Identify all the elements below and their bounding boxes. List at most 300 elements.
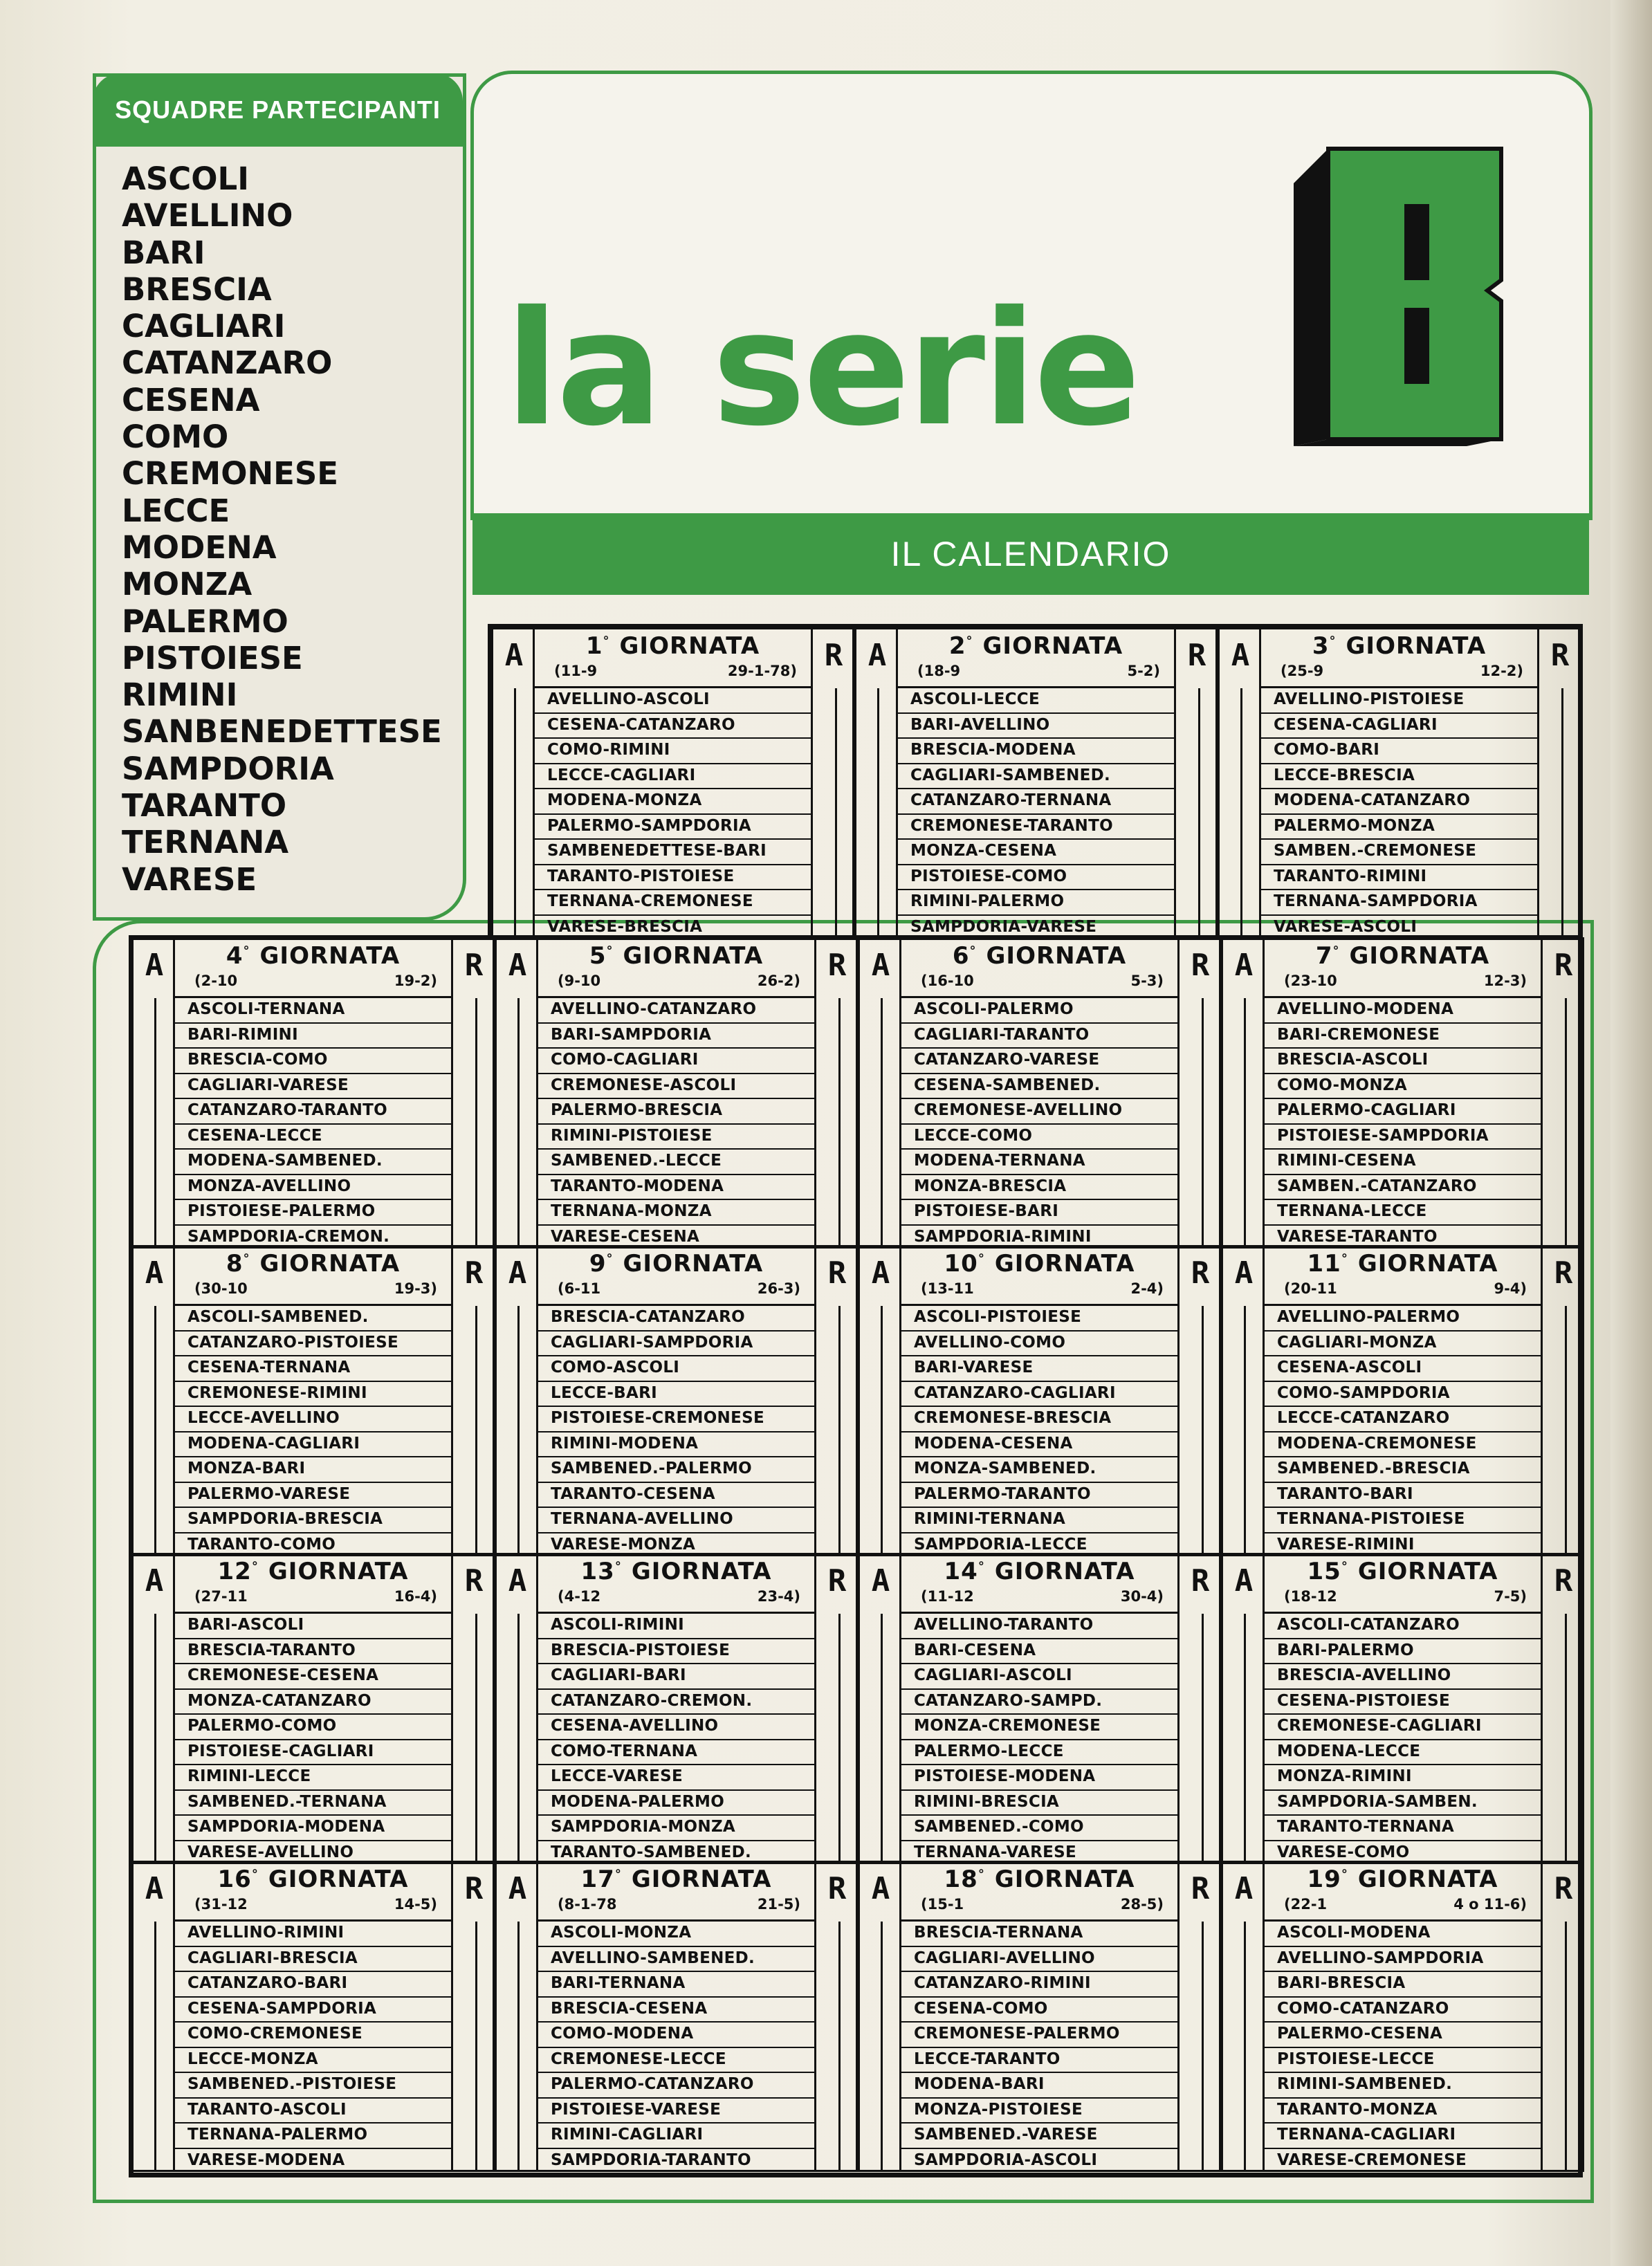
match-text: CAGLIARI-BRESCIA	[187, 1949, 358, 1967]
match-text: COMO-MONZA	[1277, 1076, 1408, 1094]
ordinal-mark: °	[1341, 1251, 1348, 1266]
andata-label: A	[871, 948, 890, 983]
match-row	[901, 1049, 1177, 1074]
result-divider	[881, 1306, 883, 1554]
round-header	[175, 1247, 451, 1306]
match-row	[901, 2149, 1177, 2175]
round-title	[1265, 1866, 1541, 1893]
match-row	[1261, 714, 1537, 739]
match-text: TERNANA-VARESE	[914, 1843, 1077, 1861]
match-row	[901, 2048, 1177, 2074]
team-item: CAGLIARI	[122, 308, 286, 345]
match-row	[901, 1200, 1177, 1226]
ritorno-label: R	[1554, 1255, 1573, 1291]
match-text: CAGLIARI-BARI	[551, 1666, 686, 1684]
match-row	[1265, 1664, 1541, 1690]
match-row	[538, 1639, 814, 1665]
match-row	[538, 1508, 814, 1533]
match-row	[535, 688, 811, 714]
match-row	[175, 1483, 451, 1509]
andata-date: (11-12	[921, 1588, 974, 1605]
ordinal-mark: °	[243, 1251, 250, 1266]
match-text: RIMINI-PISTOIESE	[551, 1126, 713, 1145]
match-text: CAGLIARI-MONZA	[1277, 1333, 1437, 1352]
match-row	[175, 1791, 451, 1816]
round-number: 3	[1312, 632, 1330, 660]
ritorno-column	[1174, 629, 1215, 937]
match-text: AVELLINO-SAMBENED.	[551, 1949, 755, 1967]
match-text: ASCOLI-LECCE	[910, 690, 1040, 708]
ritorno-label: R	[827, 1563, 847, 1599]
match-text: AVELLINO-MODENA	[1277, 1000, 1454, 1018]
match-row	[175, 2023, 451, 2048]
round-title	[1265, 1558, 1541, 1585]
ritorno-date: 19-3)	[394, 1280, 437, 1297]
match-text: RIMINI-MODENA	[551, 1434, 699, 1453]
match-text: BARI-BRESCIA	[1277, 1974, 1406, 1992]
round-dates	[194, 973, 437, 989]
match-row	[1265, 2073, 1541, 2099]
match-row	[538, 1049, 814, 1074]
match-row	[1265, 1972, 1541, 1998]
andata-label: A	[504, 638, 524, 673]
round-number: 7	[1315, 942, 1333, 970]
match-row	[175, 1125, 451, 1150]
match-row	[175, 2073, 451, 2099]
match-row	[901, 1483, 1177, 1509]
match-row	[898, 714, 1174, 739]
match-text: BRESCIA-MODENA	[910, 741, 1076, 759]
match-row	[535, 890, 811, 916]
round-dates	[917, 663, 1160, 679]
team-item: VARESE	[122, 860, 257, 898]
ritorno-column	[451, 1247, 493, 1554]
round-header	[901, 1247, 1177, 1306]
match-row	[901, 1664, 1177, 1690]
match-text: CATANZARO-BARI	[187, 1974, 348, 1992]
ritorno-label: R	[824, 638, 843, 673]
page-title: la serie	[505, 277, 1138, 461]
match-row	[175, 2149, 451, 2175]
round-18-table	[858, 1861, 1221, 2172]
match-row	[901, 1765, 1177, 1791]
andata-label: A	[871, 1255, 890, 1291]
ordinal-mark: °	[1341, 1559, 1348, 1574]
round-label: GIORNATA	[1357, 1558, 1498, 1585]
ritorno-date: 28-5)	[1120, 1896, 1164, 1913]
match-row	[535, 764, 811, 790]
match-text: SAMBENEDETTESE-BARI	[547, 842, 767, 860]
ritorno-label: R	[464, 1255, 484, 1291]
ritorno-date: 9-4)	[1494, 1280, 1527, 1297]
match-row	[1265, 1175, 1541, 1201]
match-row	[901, 1175, 1177, 1201]
match-text: AVELLINO-PISTOIESE	[1274, 690, 1465, 708]
round-header	[175, 1863, 451, 1922]
ritorno-date: 5-3)	[1130, 973, 1164, 989]
result-divider	[1244, 1306, 1246, 1554]
round-17-table	[495, 1861, 858, 2172]
andata-date: (18-12	[1284, 1588, 1337, 1605]
match-text: SAMPDORIA-TARANTO	[551, 2150, 751, 2169]
team-item: CESENA	[122, 381, 260, 418]
round-title	[1265, 942, 1541, 970]
round-6-table	[858, 937, 1221, 1249]
team-item: SANBENEDETTESE	[122, 713, 442, 750]
ritorno-date: 26-2)	[757, 973, 800, 989]
match-row	[175, 1740, 451, 1766]
match-row	[535, 840, 811, 865]
match-list	[898, 688, 1174, 937]
match-text: CREMONESE-TARANTO	[910, 816, 1113, 835]
round-label: GIORNATA	[1357, 1866, 1498, 1893]
match-text: BARI-CREMONESE	[1277, 1025, 1440, 1044]
result-divider	[835, 688, 837, 937]
match-text: CESENA-LECCE	[187, 1126, 322, 1145]
match-row	[898, 815, 1174, 840]
match-text: CATANZARO-TARANTO	[187, 1101, 387, 1119]
match-row	[538, 1947, 814, 1973]
andata-label: A	[508, 948, 527, 983]
andata-date: (15-1	[921, 1896, 964, 1913]
match-text: PALERMO-SAMPDORIA	[547, 816, 751, 835]
round-header	[535, 629, 811, 688]
match-text: PISTOIESE-SAMPDORIA	[1277, 1126, 1489, 1145]
match-text: RIMINI-CESENA	[1277, 1152, 1416, 1170]
ritorno-column	[1541, 1247, 1582, 1554]
match-text: BRESCIA-TERNANA	[914, 1924, 1083, 1942]
team-item: SAMPDORIA	[122, 750, 334, 787]
match-text: TERNANA-MONZA	[551, 1202, 712, 1220]
team-item: ASCOLI	[122, 160, 249, 197]
match-text: SAMPDORIA-LECCE	[914, 1535, 1087, 1554]
round-label: GIORNATA	[619, 632, 760, 660]
match-text: TERNANA-SAMPDORIA	[1274, 892, 1478, 910]
match-row	[1265, 1715, 1541, 1740]
match-row	[175, 1049, 451, 1074]
ritorno-column	[814, 1555, 856, 1862]
ordinal-mark: °	[614, 1559, 622, 1574]
match-row	[175, 1816, 451, 1841]
match-text: PISTOIESE-VARESE	[551, 2100, 722, 2119]
round-title	[535, 632, 811, 660]
andata-label: A	[1234, 948, 1254, 983]
match-row	[538, 1175, 814, 1201]
ritorno-column	[451, 939, 493, 1246]
match-row	[175, 1765, 451, 1791]
match-text: CREMONESE-ASCOLI	[551, 1076, 737, 1094]
round-4-table	[131, 937, 495, 1249]
round-title	[1261, 632, 1537, 660]
match-text: COMO-SAMPDORIA	[1277, 1383, 1450, 1402]
match-text: PALERMO-CAGLIARI	[1277, 1101, 1456, 1119]
result-divider	[475, 998, 477, 1246]
match-text: CESENA-ASCOLI	[1277, 1358, 1422, 1376]
match-row	[898, 890, 1174, 916]
round-header	[901, 939, 1177, 998]
round-number: 12	[217, 1558, 252, 1585]
result-divider	[1565, 1922, 1567, 2170]
match-row	[535, 739, 811, 764]
andata-label: A	[1234, 1255, 1254, 1291]
match-text: SAMBENED.-COMO	[914, 1818, 1084, 1836]
match-row	[538, 1306, 814, 1332]
round-11-table	[1221, 1245, 1584, 1556]
match-row	[901, 1099, 1177, 1125]
match-text: BARI-AVELLINO	[910, 715, 1050, 734]
match-row	[898, 789, 1174, 815]
match-text: TARANTO-ASCOLI	[187, 2100, 347, 2119]
round-8-table	[131, 1245, 495, 1556]
match-text: MODENA-LECCE	[1277, 1742, 1421, 1760]
match-row	[901, 998, 1177, 1024]
match-text: SAMBENED.-VARESE	[914, 2126, 1098, 2144]
ordinal-mark: °	[966, 634, 973, 649]
match-text: VARESE-CESENA	[551, 1227, 700, 1246]
match-row	[1265, 2099, 1541, 2124]
match-row	[901, 1306, 1177, 1332]
round-dates	[558, 1896, 800, 1913]
match-row	[538, 1715, 814, 1740]
match-text: CESENA-CATANZARO	[547, 715, 735, 734]
match-row	[538, 1200, 814, 1226]
match-text: MONZA-PISTOIESE	[914, 2100, 1083, 2119]
match-text: BRESCIA-PISTOIESE	[551, 1641, 731, 1659]
match-row	[175, 1433, 451, 1458]
round-3-table	[1218, 627, 1581, 939]
andata-date: (25-9	[1281, 663, 1324, 679]
team-item: BARI	[122, 234, 205, 271]
match-list	[1265, 1306, 1541, 1554]
ordinal-mark: °	[978, 1559, 985, 1574]
andata-date: (20-11	[1284, 1280, 1337, 1297]
match-row	[1265, 1690, 1541, 1715]
match-row	[175, 1715, 451, 1740]
team-item: MODENA	[122, 528, 277, 566]
round-header	[1265, 939, 1541, 998]
ritorno-date: 26-3)	[757, 1280, 800, 1297]
round-1-table	[491, 627, 854, 939]
match-row	[538, 2124, 814, 2149]
match-row	[1261, 865, 1537, 891]
match-row	[901, 1690, 1177, 1715]
match-row	[1265, 1614, 1541, 1639]
result-divider	[881, 1614, 883, 1862]
match-row	[535, 714, 811, 739]
match-text: CATANZARO-VARESE	[914, 1051, 1100, 1069]
match-text: TARANTO-CESENA	[551, 1484, 715, 1503]
ritorno-label: R	[1550, 638, 1570, 673]
round-header	[898, 629, 1174, 688]
match-row	[538, 1457, 814, 1483]
match-text: BRESCIA-AVELLINO	[1277, 1666, 1451, 1684]
match-text: MODENA-CREMONESE	[1277, 1434, 1477, 1453]
round-number: 4	[226, 942, 244, 970]
match-text: MODENA-CAGLIARI	[187, 1434, 360, 1453]
match-text: LECCE-MONZA	[187, 2049, 318, 2068]
ritorno-date: 21-5)	[757, 1896, 800, 1913]
ritorno-label: R	[464, 948, 484, 983]
match-text: CATANZARO-CREMON.	[551, 1691, 753, 1710]
match-row	[538, 1740, 814, 1766]
match-text: CESENA-AVELLINO	[551, 1717, 719, 1735]
match-text: CAGLIARI-AVELLINO	[914, 1949, 1095, 1967]
match-text: PISTOIESE-BARI	[914, 1202, 1059, 1220]
round-number: 5	[589, 942, 607, 970]
match-row	[1265, 2023, 1541, 2048]
round-15-table	[1221, 1553, 1584, 1864]
match-row	[901, 1998, 1177, 2023]
match-row	[535, 815, 811, 840]
match-row	[175, 1639, 451, 1665]
round-number: 19	[1307, 1866, 1341, 1893]
round-number: 14	[944, 1558, 978, 1585]
teams-list	[122, 160, 442, 898]
match-row	[175, 1690, 451, 1715]
match-text: RIMINI-LECCE	[187, 1767, 311, 1785]
match-row	[1265, 1740, 1541, 1766]
team-item: AVELLINO	[122, 197, 293, 234]
match-text: TARANTO-MODENA	[551, 1177, 724, 1195]
match-text: CESENA-CAGLIARI	[1274, 715, 1438, 734]
result-divider	[881, 998, 883, 1246]
round-header	[1265, 1555, 1541, 1614]
andata-date: (13-11	[921, 1280, 974, 1297]
match-row	[175, 1150, 451, 1175]
match-row	[1265, 2149, 1541, 2175]
ritorno-label: R	[1191, 948, 1210, 983]
ordinal-mark: °	[978, 1867, 985, 1882]
match-row	[535, 789, 811, 815]
team-item: BRESCIA	[122, 270, 272, 308]
match-text: CREMONESE-RIMINI	[187, 1383, 367, 1402]
match-text: SAMBENED.-TERNANA	[187, 1792, 387, 1811]
round-dates	[194, 1896, 437, 1913]
round-title	[1265, 1250, 1541, 1278]
match-row	[901, 1125, 1177, 1150]
ordinal-mark: °	[606, 943, 614, 959]
andata-date: (22-1	[1284, 1896, 1328, 1913]
andata-label: A	[508, 1871, 527, 1906]
match-row	[538, 1483, 814, 1509]
team-item: TARANTO	[122, 787, 287, 825]
round-dates	[1284, 1280, 1527, 1297]
match-text: LECCE-CAGLIARI	[547, 766, 696, 784]
match-row	[1265, 1816, 1541, 1841]
match-row	[538, 998, 814, 1024]
round-title	[538, 1558, 814, 1585]
round-header	[1261, 629, 1537, 688]
round-dates	[558, 1588, 800, 1605]
match-text: LECCE-VARESE	[551, 1767, 683, 1785]
match-row	[1265, 1508, 1541, 1533]
match-text: COMO-ASCOLI	[551, 1358, 680, 1376]
match-row	[1261, 840, 1537, 865]
match-row	[898, 688, 1174, 714]
match-text: AVELLINO-COMO	[914, 1333, 1066, 1352]
match-row	[901, 1457, 1177, 1483]
match-list	[1261, 688, 1537, 937]
match-row	[175, 1457, 451, 1483]
match-text: BARI-ASCOLI	[187, 1616, 304, 1634]
result-divider	[1202, 998, 1204, 1246]
match-row	[538, 2099, 814, 2124]
match-text: RIMINI-TERNANA	[914, 1510, 1066, 1528]
round-title	[901, 1250, 1177, 1278]
ritorno-label: R	[1191, 1255, 1210, 1291]
result-divider	[514, 688, 516, 937]
round-10-table	[858, 1245, 1221, 1556]
match-row	[1265, 2124, 1541, 2149]
match-row	[901, 1074, 1177, 1100]
match-text: PALERMO-LECCE	[914, 1742, 1064, 1760]
match-text: SAMPDORIA-MONZA	[551, 1818, 736, 1836]
match-text: PALERMO-VARESE	[187, 1484, 351, 1503]
ordinal-mark: °	[969, 943, 977, 959]
match-row	[1265, 1407, 1541, 1433]
match-text: ASCOLI-CATANZARO	[1277, 1616, 1460, 1634]
calendar-bar: IL CALENDARIO	[472, 513, 1589, 595]
round-title	[901, 942, 1177, 970]
result-divider	[475, 1922, 477, 2170]
match-text: PALERMO-BRESCIA	[551, 1101, 723, 1119]
match-row	[175, 1614, 451, 1639]
match-row	[175, 1356, 451, 1382]
match-text: MONZA-RIMINI	[1277, 1767, 1412, 1785]
round-number: 10	[944, 1250, 978, 1278]
match-text: MONZA-CATANZARO	[187, 1691, 371, 1710]
match-row	[175, 1175, 451, 1201]
match-text: SAMPDORIA-SAMBEN.	[1277, 1792, 1478, 1811]
match-text: CATANZARO-PISTOIESE	[187, 1333, 399, 1352]
andata-date: (16-10	[921, 973, 974, 989]
round-header	[538, 939, 814, 998]
match-text: AVELLINO-TARANTO	[914, 1616, 1094, 1634]
round-dates	[558, 973, 800, 989]
match-row	[1265, 1150, 1541, 1175]
match-list	[901, 1614, 1177, 1862]
match-row	[538, 1690, 814, 1715]
match-text: CESENA-COMO	[914, 1999, 1048, 2018]
match-text: PALERMO-COMO	[187, 1717, 337, 1735]
match-text: TERNANA-AVELLINO	[551, 1510, 733, 1528]
round-number: 17	[580, 1866, 615, 1893]
team-item: RIMINI	[122, 676, 238, 714]
match-text: VARESE-ASCOLI	[1274, 917, 1417, 936]
ritorno-column	[814, 939, 856, 1246]
match-text: CAGLIARI-ASCOLI	[914, 1666, 1072, 1684]
round-title	[538, 1250, 814, 1278]
match-text: MODENA-CATANZARO	[1274, 791, 1471, 809]
team-item: LECCE	[122, 492, 230, 529]
round-label: GIORNATA	[1349, 942, 1490, 970]
match-row	[901, 1332, 1177, 1357]
round-label: GIORNATA	[259, 942, 401, 970]
ritorno-label: R	[1554, 1563, 1573, 1599]
match-text: MODENA-SAMBENED.	[187, 1152, 383, 1170]
round-title	[901, 1866, 1177, 1893]
ritorno-date: 16-4)	[394, 1588, 437, 1605]
match-row	[175, 2099, 451, 2124]
round-label: GIORNATA	[994, 1250, 1135, 1278]
match-text: TARANTO-RIMINI	[1274, 867, 1427, 885]
match-row	[1265, 1049, 1541, 1074]
match-text: ASCOLI-PISTOIESE	[914, 1308, 1082, 1326]
andata-date: (4-12	[558, 1588, 601, 1605]
match-row	[538, 1332, 814, 1357]
match-text: VARESE-AVELLINO	[187, 1843, 354, 1861]
match-row	[901, 1791, 1177, 1816]
